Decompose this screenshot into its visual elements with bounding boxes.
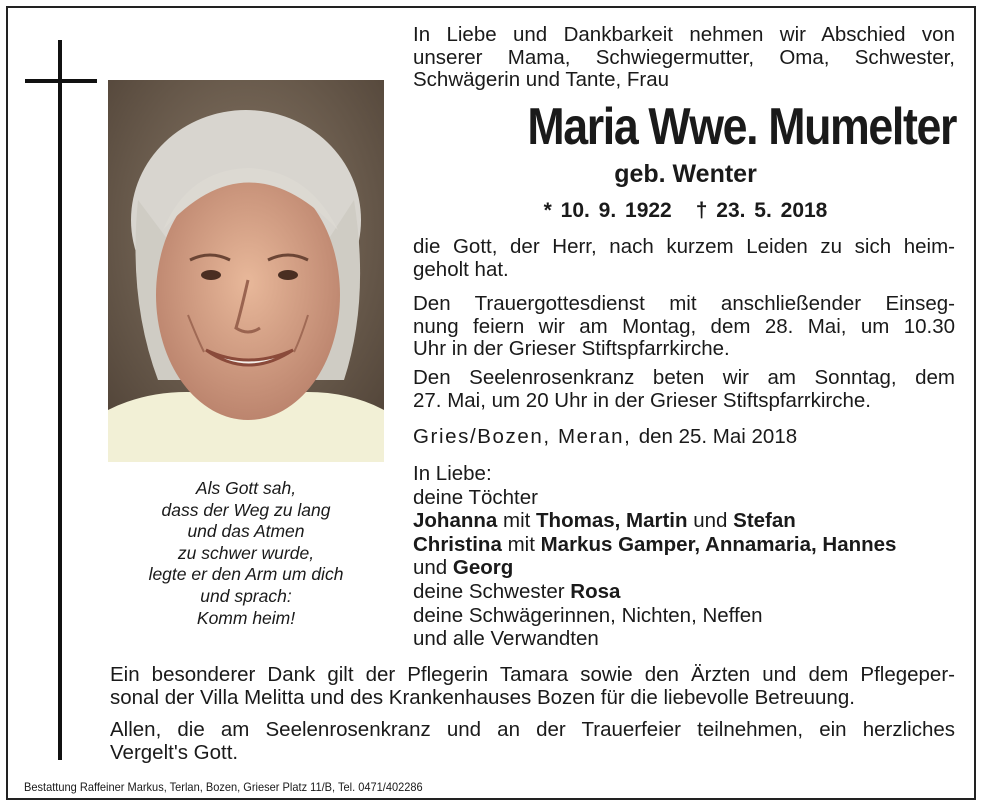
poem-line: und das Atmen <box>187 521 305 542</box>
intro-line: unserer Mama, Schwiegermutter, Oma, Schwester, <box>413 45 955 69</box>
connector: mit <box>503 509 531 533</box>
paragraph-service <box>413 293 955 361</box>
thanks-line: Vergelt's Gott. <box>110 740 239 764</box>
maiden-name: geb. Wenter <box>614 160 757 188</box>
mourner-name: Thomas, Martin <box>536 509 688 533</box>
poem-line: und sprach: <box>200 585 292 606</box>
mourner-name: Georg <box>452 556 514 580</box>
poem-line: dass der Weg zu lang <box>161 499 331 520</box>
paragraph-line: geholt hat. <box>413 257 509 281</box>
thanks-line: Allen, die am Seelenrosenkranz und an der Trauerfeier teilnehmen, ein herzliches <box>110 718 955 741</box>
paragraph-line: die Gott, der Herr, nach kurzem Leiden zu sich heim- <box>413 235 955 258</box>
paragraph-line: Den Seelenrosenkranz beten wir am Sonntag, dem <box>413 366 955 389</box>
mourner-name: Christina <box>413 532 502 556</box>
connector: und <box>693 509 728 533</box>
connector: und <box>413 556 448 580</box>
place-and-date <box>413 426 797 448</box>
connector: deine Schwester <box>413 579 565 603</box>
paragraph-passing <box>413 236 955 281</box>
intro-text <box>413 24 955 92</box>
poem <box>108 478 384 629</box>
portrait-photo <box>108 80 384 462</box>
birth-date: * 10. 9. 1922 <box>543 199 672 222</box>
intro-line: Schwägerin und Tante, Frau <box>413 68 670 91</box>
paragraph-rosary <box>413 367 955 412</box>
paragraph-line: 27. Mai, um 20 Uhr in der Grieser Stiftspfarrkirche. <box>413 388 871 412</box>
mourners-line: deine Schwägerinnen, Nichten, Neffen <box>413 603 763 627</box>
funeral-home-footer: Bestattung Raffeiner Markus, Terlan, Bozen, Grieser Platz 11/B, Tel. 0471/402286 <box>24 780 423 794</box>
life-dates <box>413 199 958 223</box>
cross-icon-vertical <box>58 40 62 760</box>
mourner-name: Johanna <box>413 509 498 533</box>
mourners-heading: In Liebe: <box>413 462 492 485</box>
intro-line: In Liebe und Dankbarkeit nehmen wir Abschied von <box>413 23 955 46</box>
connector: mit <box>507 532 535 556</box>
thanks-paragraph <box>110 664 955 709</box>
mourners-list <box>413 462 896 651</box>
poem-line: zu schwer wurde, <box>177 542 315 563</box>
mourners-line <box>413 509 896 533</box>
mourners-line: deine Töchter <box>413 485 538 509</box>
paragraph-line: Den Trauergottesdienst mit anschließender Einseg- <box>413 292 955 315</box>
thanks-line: sonal der Villa Melitta und des Krankenhauses Bozen für die liebevolle Betreuung. <box>110 685 855 709</box>
poem-line: Komm heim! <box>196 607 296 628</box>
place: Gries/Bozen, Meran, <box>413 425 632 448</box>
death-date: † 23. 5. 2018 <box>695 199 828 222</box>
mourners-line <box>413 533 896 557</box>
mourner-name: Stefan <box>733 509 796 533</box>
thanks-paragraph-2 <box>110 719 955 764</box>
poem-line: Als Gott sah, <box>195 478 297 498</box>
poem-line: legte er den Arm um dich <box>148 564 344 585</box>
mourner-name: Markus Gamper, Annamaria, Hannes <box>540 532 897 556</box>
mourners-line: und alle Verwandten <box>413 627 599 651</box>
paragraph-line: Uhr in der Grieser Stiftspfarrkirche. <box>413 337 730 360</box>
deceased-name: Maria Wwe. Mumelter <box>527 98 956 156</box>
mourners-line <box>413 580 896 604</box>
thanks-line: Ein besonderer Dank gilt der Pflegerin Tamara sowie den Ärzten und dem Pflegeper- <box>110 663 955 686</box>
paragraph-line: nung feiern wir am Montag, dem 28. Mai, um 10.30 <box>413 314 955 338</box>
mourners-line <box>413 556 896 580</box>
notice-date: den 25. Mai 2018 <box>638 425 798 448</box>
mourner-name: Rosa <box>570 579 621 603</box>
cross-icon-horizontal <box>25 79 97 83</box>
